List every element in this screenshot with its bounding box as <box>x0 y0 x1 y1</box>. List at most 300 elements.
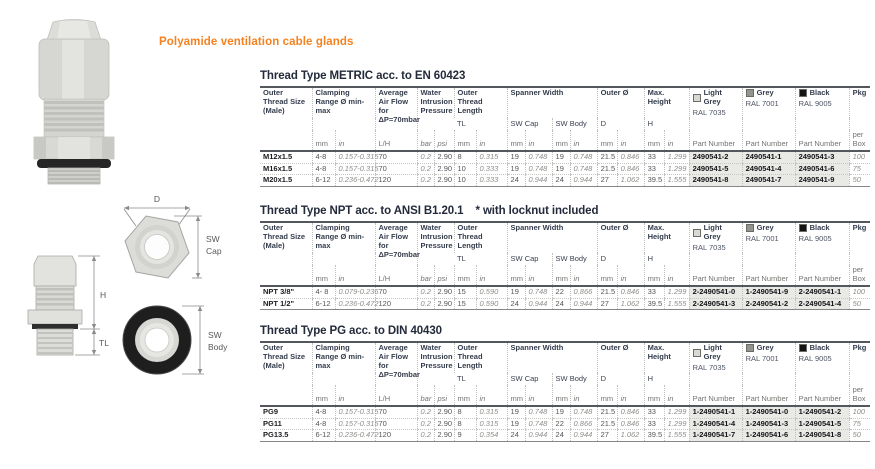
sw-body-mm: 22 <box>552 418 570 430</box>
color-name: Light Grey <box>703 223 722 241</box>
pressure-psi: 2.90 <box>434 406 454 418</box>
height-dim-label: H <box>100 290 107 300</box>
metric-section <box>260 70 872 187</box>
unit-lh: L/H <box>375 130 417 151</box>
outer-d-in: 0.846 <box>617 286 644 298</box>
col-header-clamping-range: Clamping Range Ø min-max <box>312 222 375 265</box>
sw-cap-mm: 19 <box>507 418 525 430</box>
pressure-bar: 0.2 <box>417 175 434 187</box>
table-row <box>260 406 870 418</box>
col-header-pkg: Pkg <box>849 222 870 265</box>
pressure-bar: 0.2 <box>417 151 434 163</box>
sub-header-sw-cap: SW Cap <box>507 253 552 265</box>
outer-d-in: 0.846 <box>617 418 644 430</box>
unit-mm: mm <box>312 265 335 286</box>
unit-mm: mm <box>507 265 525 286</box>
height-in: 1.299 <box>664 286 689 298</box>
part-number-label: Part Number <box>689 130 742 151</box>
unit-lh: L/H <box>375 385 417 406</box>
table-row <box>260 298 870 310</box>
col-header-air-flow: Average Air Flow for ΔP=70mbar <box>375 222 417 265</box>
page-title: Polyamide ventilation cable glands <box>159 36 354 48</box>
clamp-in: 0.236-0.472 <box>335 430 375 442</box>
ral-code: RAL 7001 <box>745 233 779 243</box>
outer-d-in: 1.062 <box>617 430 644 442</box>
part-number-black: 2-2490541-1 <box>795 286 849 298</box>
sw-cap-mm: 24 <box>507 175 525 187</box>
col-header-water-intrusion: Water Intrusion Pressure <box>417 87 454 130</box>
sub-header-h: H <box>644 373 689 385</box>
unit-mm: mm <box>552 265 570 286</box>
unit-in: in <box>335 265 375 286</box>
unit-mm: mm <box>454 385 476 406</box>
sw-body-label-line1: SW <box>208 330 222 340</box>
air-flow: 70 <box>375 406 417 418</box>
height-mm: 39.5 <box>644 298 664 310</box>
air-flow: 120 <box>375 298 417 310</box>
outer-d-mm: 21.5 <box>597 286 617 298</box>
grey-swatch-icon <box>746 344 754 352</box>
unit-lh: L/H <box>375 265 417 286</box>
pressure-psi: 2.90 <box>434 163 454 175</box>
pressure-bar: 0.2 <box>417 163 434 175</box>
light-grey-swatch-icon <box>693 349 701 357</box>
part-number-light-grey: 2490541-2 <box>689 151 742 163</box>
col-header-light-grey <box>689 342 742 385</box>
height-mm: 39.5 <box>644 175 664 187</box>
air-flow: 120 <box>375 175 417 187</box>
pkg-per-box: 50 <box>849 298 870 310</box>
ral-code: RAL 7001 <box>745 98 779 108</box>
height-in: 1.555 <box>664 175 689 187</box>
thread-size: M12x1.5 <box>260 151 312 163</box>
part-number-grey: 2490541-1 <box>742 151 795 163</box>
sw-cap-in: 0.748 <box>525 418 552 430</box>
part-number-black: 2490541-6 <box>795 163 849 175</box>
sw-body-in: 0.944 <box>570 175 597 187</box>
ral-code: RAL 7035 <box>692 362 726 372</box>
sw-cap-mm: 19 <box>507 286 525 298</box>
col-header-thread-length: Outer Thread Length <box>454 222 507 253</box>
height-mm: 39.5 <box>644 430 664 442</box>
part-number-black: 1-2490541-2 <box>795 406 849 418</box>
pkg-per-box: 75 <box>849 418 870 430</box>
unit-mm: mm <box>644 130 664 151</box>
sub-header-h: H <box>644 118 689 130</box>
clamp-mm: 4- 8 <box>312 286 335 298</box>
pressure-bar: 0.2 <box>417 406 434 418</box>
sw-cap-in: 0.944 <box>525 298 552 310</box>
part-number-label: Part Number <box>795 385 849 406</box>
sw-body-mm: 24 <box>552 298 570 310</box>
part-number-black: 2-2490541-4 <box>795 298 849 310</box>
height-mm: 33 <box>644 286 664 298</box>
sw-cap-mm: 24 <box>507 298 525 310</box>
part-number-light-grey: 1-2490541-1 <box>689 406 742 418</box>
part-number-black: 1-2490541-8 <box>795 430 849 442</box>
tl-in: 0.590 <box>476 298 507 310</box>
pressure-bar: 0.2 <box>417 298 434 310</box>
outer-d-mm: 21.5 <box>597 406 617 418</box>
tl-mm: 9 <box>454 430 476 442</box>
col-header-light-grey <box>689 222 742 265</box>
col-header-water-intrusion: Water Intrusion Pressure <box>417 342 454 385</box>
sw-cap-in: 0.748 <box>525 163 552 175</box>
sw-cap-in: 0.748 <box>525 151 552 163</box>
unit-in: in <box>476 385 507 406</box>
col-header-air-flow: Average Air Flow for ΔP=70mbar <box>375 342 417 385</box>
clamp-in: 0.236-0.472 <box>335 298 375 310</box>
outer-d-in: 0.846 <box>617 163 644 175</box>
part-number-label: Part Number <box>742 265 795 286</box>
top-view-diagram <box>112 192 238 288</box>
outer-d-mm: 21.5 <box>597 418 617 430</box>
thread-size: NPT 1/2" <box>263 298 295 308</box>
unit-in: in <box>617 265 644 286</box>
height-in: 1.555 <box>664 298 689 310</box>
ral-code: RAL 7001 <box>745 353 779 363</box>
part-number-label: Part Number <box>795 130 849 151</box>
height-in: 1.555 <box>664 430 689 442</box>
part-number-label: Part Number <box>742 130 795 151</box>
col-header-air-flow: Average Air Flow for ΔP=70mbar <box>375 87 417 130</box>
part-number-grey: 1-2490541-3 <box>742 418 795 430</box>
col-header-black <box>795 87 849 130</box>
clamp-in: 0.236-0.472 <box>335 175 375 187</box>
col-header-thread-size: Outer Thread Size (Male) <box>263 88 306 115</box>
pressure-psi: 2.90 <box>434 286 454 298</box>
unit-mm: mm <box>597 385 617 406</box>
clamp-mm: 6-12 <box>312 430 335 442</box>
sub-header-d: D <box>597 118 644 130</box>
tl-mm: 8 <box>454 406 476 418</box>
clamp-mm: 4-8 <box>312 406 335 418</box>
thread-size: PG13.5 <box>263 430 289 440</box>
clamp-mm: 4-8 <box>312 151 335 163</box>
ral-code: RAL 9005 <box>798 233 832 243</box>
sw-body-in: 0.944 <box>570 430 597 442</box>
height-in: 1.299 <box>664 163 689 175</box>
sw-body-in: 0.748 <box>570 151 597 163</box>
pkg-per-box: 50 <box>849 175 870 187</box>
header-row-units <box>260 385 870 406</box>
header-row-units <box>260 130 870 151</box>
col-header-max-height: Max. Height <box>644 342 689 373</box>
ral-code: RAL 9005 <box>798 353 832 363</box>
tl-mm: 8 <box>454 418 476 430</box>
black-swatch-icon <box>799 224 807 232</box>
sw-body-in: 0.748 <box>570 406 597 418</box>
sub-header-tl: TL <box>457 119 466 129</box>
tl-in: 0.315 <box>476 151 507 163</box>
sub-header-h: H <box>644 253 689 265</box>
per-box-label: per Box <box>849 385 870 406</box>
outer-d-in: 0.846 <box>617 406 644 418</box>
tl-in: 0.354 <box>476 430 507 442</box>
clamp-in: 0.079-0.236 <box>335 286 375 298</box>
unit-bar: bar <box>417 265 434 286</box>
light-grey-swatch-icon <box>693 229 701 237</box>
clamp-in: 0.157-0.315 <box>335 163 375 175</box>
table-row <box>260 175 870 187</box>
part-number-light-grey: 2-2490541-3 <box>689 298 742 310</box>
npt-table <box>260 221 870 310</box>
unit-mm: mm <box>312 130 335 151</box>
side-view-diagram <box>20 252 120 364</box>
sw-body-label-line2: Body <box>208 342 228 352</box>
col-header-outer-diameter: Outer Ø <box>597 342 644 373</box>
outer-d-mm: 21.5 <box>597 163 617 175</box>
height-mm: 33 <box>644 406 664 418</box>
table-body <box>260 151 870 187</box>
thread-length-dim-label: TL <box>99 338 109 348</box>
clamp-mm: 4-8 <box>312 163 335 175</box>
part-number-black: 2490541-9 <box>795 175 849 187</box>
sub-header-tl: TL <box>457 254 466 264</box>
col-header-spanner-width: Spanner Width <box>507 222 597 253</box>
sw-cap-mm: 24 <box>507 430 525 442</box>
per-box-label: per Box <box>849 130 870 151</box>
unit-in: in <box>570 265 597 286</box>
part-number-label: Part Number <box>689 265 742 286</box>
sw-cap-label-line1: SW <box>206 234 220 244</box>
unit-blank <box>260 265 312 286</box>
part-number-light-grey: 2490541-8 <box>689 175 742 187</box>
pressure-bar: 0.2 <box>417 286 434 298</box>
sub-header-sw-body: SW Body <box>552 253 597 265</box>
metric-table <box>260 86 870 187</box>
outer-d-mm: 27 <box>597 430 617 442</box>
unit-mm: mm <box>507 385 525 406</box>
unit-mm: mm <box>507 130 525 151</box>
unit-in: in <box>570 385 597 406</box>
pkg-per-box: 100 <box>849 151 870 163</box>
col-header-thread-length: Outer Thread Length <box>454 342 507 373</box>
tl-mm: 10 <box>454 175 476 187</box>
pg-table <box>260 341 870 442</box>
table-row <box>260 430 870 442</box>
grey-swatch-icon <box>746 224 754 232</box>
tl-mm: 15 <box>454 286 476 298</box>
col-header-thread-size: Outer Thread Size (Male) <box>263 223 306 250</box>
air-flow: 120 <box>375 430 417 442</box>
col-header-outer-diameter: Outer Ø <box>597 222 644 253</box>
col-header-clamping-range: Clamping Range Ø min-max <box>312 342 375 385</box>
thread-size: M20x1.5 <box>263 175 293 185</box>
unit-in: in <box>617 385 644 406</box>
unit-in: in <box>525 130 552 151</box>
part-number-light-grey: 1-2490541-7 <box>689 430 742 442</box>
header-row-main <box>260 87 870 118</box>
unit-blank <box>260 385 312 406</box>
col-header-pkg: Pkg <box>849 342 870 385</box>
sub-header-d: D <box>597 253 644 265</box>
tl-in: 0.333 <box>476 175 507 187</box>
part-number-grey: 2490541-4 <box>742 163 795 175</box>
clamp-mm: 4-8 <box>312 418 335 430</box>
col-header-clamping-range: Clamping Range Ø min-max <box>312 87 375 130</box>
height-mm: 33 <box>644 418 664 430</box>
sw-body-mm: 24 <box>552 175 570 187</box>
unit-psi: psi <box>434 385 454 406</box>
col-header-black <box>795 342 849 385</box>
unit-mm: mm <box>312 385 335 406</box>
col-header-light-grey <box>689 87 742 130</box>
part-number-label: Part Number <box>742 385 795 406</box>
unit-in: in <box>664 130 689 151</box>
black-swatch-icon <box>799 344 807 352</box>
sub-header-d: D <box>597 373 644 385</box>
part-number-light-grey: 2490541-5 <box>689 163 742 175</box>
table-title-text: Thread Type METRIC acc. to EN 60423 <box>260 70 466 82</box>
sw-body-in: 0.748 <box>570 163 597 175</box>
col-header-grey <box>742 222 795 265</box>
unit-in: in <box>476 265 507 286</box>
table-row <box>260 151 870 163</box>
bottom-view-diagram <box>110 296 238 384</box>
col-header-spanner-width: Spanner Width <box>507 87 597 118</box>
table-title-text: Thread Type PG acc. to DIN 40430 <box>260 325 442 337</box>
unit-mm: mm <box>454 265 476 286</box>
diameter-dim-label: D <box>153 194 161 204</box>
black-swatch-icon <box>799 89 807 97</box>
sw-cap-in: 0.748 <box>525 286 552 298</box>
sw-cap-label-line2: Cap <box>206 246 222 256</box>
unit-mm: mm <box>454 130 476 151</box>
outer-d-in: 1.062 <box>617 175 644 187</box>
col-header-thread-length: Outer Thread Length <box>454 87 507 118</box>
sub-header-sw-cap: SW Cap <box>507 373 552 385</box>
product-photo <box>20 14 128 186</box>
table-header <box>260 342 870 406</box>
pressure-bar: 0.2 <box>417 418 434 430</box>
unit-mm: mm <box>597 130 617 151</box>
col-header-grey <box>742 342 795 385</box>
part-number-grey: 1-2490541-6 <box>742 430 795 442</box>
unit-psi: psi <box>434 130 454 151</box>
sw-body-mm: 19 <box>552 151 570 163</box>
color-name: Black <box>809 343 830 352</box>
light-grey-swatch-icon <box>693 94 701 102</box>
table-row <box>260 418 870 430</box>
ral-code: RAL 7035 <box>692 107 726 117</box>
outer-d-in: 0.846 <box>617 151 644 163</box>
unit-mm: mm <box>597 265 617 286</box>
height-mm: 33 <box>644 163 664 175</box>
part-number-light-grey: 2-2490541-0 <box>689 286 742 298</box>
color-name: Grey <box>756 223 774 232</box>
unit-in: in <box>617 130 644 151</box>
sw-cap-in: 0.944 <box>525 175 552 187</box>
unit-blank <box>260 130 312 151</box>
sub-header-sw-cap: SW Cap <box>507 118 552 130</box>
color-name: Black <box>809 88 830 97</box>
col-header-spanner-width: Spanner Width <box>507 342 597 373</box>
col-header-grey <box>742 87 795 130</box>
table-title-note: * with locknut included <box>475 205 599 217</box>
outer-d-mm: 27 <box>597 175 617 187</box>
color-name: Light Grey <box>703 88 722 106</box>
air-flow: 70 <box>375 151 417 163</box>
color-name: Grey <box>756 88 774 97</box>
table-header <box>260 87 870 151</box>
sw-body-mm: 19 <box>552 406 570 418</box>
clamp-in: 0.157-0.315 <box>335 406 375 418</box>
per-box-label: per Box <box>849 265 870 286</box>
npt-table-title <box>260 205 872 217</box>
air-flow: 70 <box>375 286 417 298</box>
tl-in: 0.315 <box>476 418 507 430</box>
clamp-in: 0.157-0.315 <box>335 418 375 430</box>
unit-in: in <box>476 130 507 151</box>
npt-section <box>260 205 872 310</box>
unit-in: in <box>664 265 689 286</box>
pg-section <box>260 325 872 442</box>
header-row-main <box>260 222 870 253</box>
unit-in: in <box>664 385 689 406</box>
table-body <box>260 286 870 310</box>
thread-size: NPT 3/8" <box>260 286 312 298</box>
outer-d-mm: 27 <box>597 298 617 310</box>
unit-psi: psi <box>434 265 454 286</box>
color-name: Grey <box>756 343 774 352</box>
grey-swatch-icon <box>746 89 754 97</box>
outer-d-mm: 21.5 <box>597 151 617 163</box>
thread-size: PG11 <box>260 418 312 430</box>
col-header-thread-size: Outer Thread Size (Male) <box>263 343 306 370</box>
table-title-text: Thread Type NPT acc. to ANSI B1.20.1 <box>260 205 464 217</box>
sw-body-mm: 22 <box>552 286 570 298</box>
part-number-black: 2490541-3 <box>795 151 849 163</box>
sw-cap-mm: 19 <box>507 151 525 163</box>
unit-in: in <box>525 265 552 286</box>
unit-bar: bar <box>417 130 434 151</box>
clamp-mm: 6-12 <box>312 175 335 187</box>
sw-cap-mm: 19 <box>507 406 525 418</box>
col-header-outer-diameter: Outer Ø <box>597 87 644 118</box>
header-row-main <box>260 342 870 373</box>
sw-body-in: 0.944 <box>570 298 597 310</box>
sub-header-sw-body: SW Body <box>552 118 597 130</box>
unit-bar: bar <box>417 385 434 406</box>
unit-mm: mm <box>644 385 664 406</box>
tl-mm: 15 <box>454 298 476 310</box>
metric-table-title <box>260 70 872 82</box>
pressure-bar: 0.2 <box>417 430 434 442</box>
sw-body-mm: 19 <box>552 163 570 175</box>
pkg-per-box: 100 <box>849 406 870 418</box>
sw-cap-in: 0.748 <box>525 406 552 418</box>
part-number-label: Part Number <box>795 265 849 286</box>
tl-mm: 10 <box>454 163 476 175</box>
unit-in: in <box>335 385 375 406</box>
sw-cap-in: 0.944 <box>525 430 552 442</box>
air-flow: 70 <box>375 418 417 430</box>
air-flow: 70 <box>375 163 417 175</box>
clamp-in: 0.157-0.315 <box>335 151 375 163</box>
part-number-grey: 1-2490541-9 <box>742 286 795 298</box>
pressure-psi: 2.90 <box>434 430 454 442</box>
col-header-max-height: Max. Height <box>644 87 689 118</box>
unit-in: in <box>570 130 597 151</box>
pressure-psi: 2.90 <box>434 298 454 310</box>
part-number-black: 1-2490541-5 <box>795 418 849 430</box>
pkg-per-box: 100 <box>849 286 870 298</box>
table-header <box>260 222 870 286</box>
part-number-label: Part Number <box>689 385 742 406</box>
pressure-psi: 2.90 <box>434 175 454 187</box>
table-row <box>260 286 870 298</box>
